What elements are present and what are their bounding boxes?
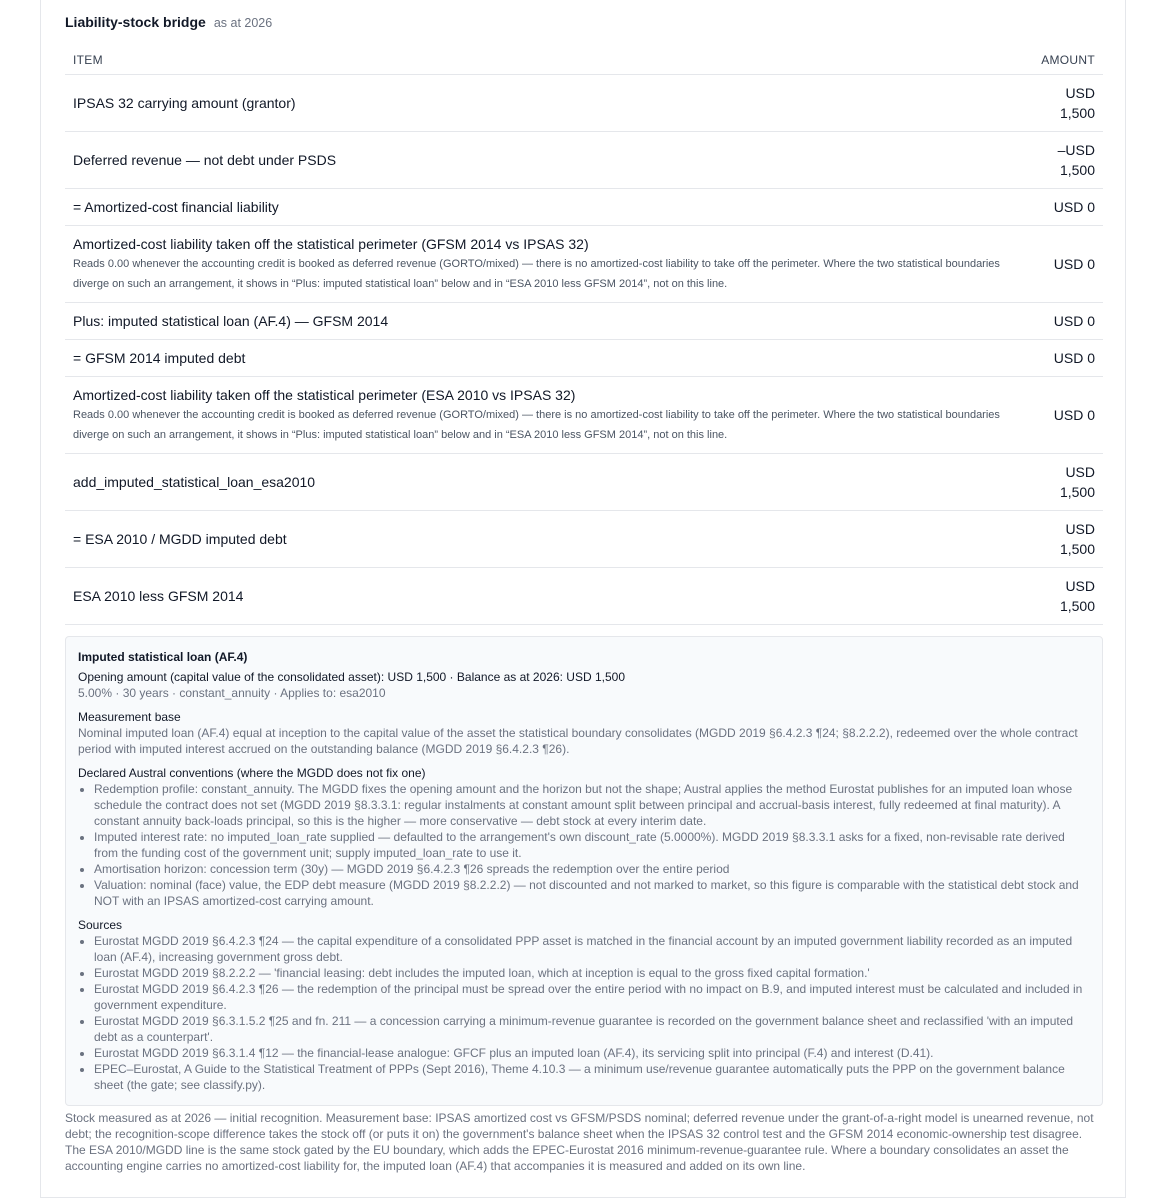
row-amount-value: 1,500 — [1059, 484, 1095, 500]
row-amount: USD 0 — [1053, 313, 1095, 329]
loan-opening-amount: Opening amount (capital value of the consolidated asset): USD 1,500 · Balance as at 2026: USD 1,500 — [78, 670, 625, 684]
liability-bridge-panel — [40, 0, 1126, 1198]
table-row — [65, 568, 1103, 625]
list-item: • Amortisation horizon: concession term (30y) — MGDD 2019 §6.4.2.3 ¶26 spreads the redemption over the entire period — [94, 861, 1090, 877]
row-amount: USD 0 — [1053, 407, 1095, 423]
footer-note: Stock measured as at 2026 — initial recognition. Measurement base: IPSAS amortized cost vs GFSM/PSDS nominal; deferred revenue under the grant-of-a-right model is unearned revenue, not debt; the recognition-scope difference takes the stock off (or puts it on) the government's balance sheet when the IPSAS 32 control test and the GFSM 2014 economic-ownership test disagree. The ESA 2010/MGDD line is the same stock gated by the EU boundary, which adds the EPEC-Eurostat 2016 minimum-revenue-guarantee rule. Where a boundary consolidates an asset the accounting engine carries no amortized-cost liability for, the imputed loan (AF.4) that accompanies it is measured and added on its own line. — [65, 1111, 1094, 1173]
conventions-heading: Declared Austral conventions (where the MGDD does not fix one) — [78, 766, 426, 780]
row-label: = ESA 2010 / MGDD imputed debt — [73, 531, 287, 547]
list-item: • Eurostat MGDD 2019 §6.3.1.5.2 ¶25 and fn. 211 — a concession carrying a minimum-revenue guarantee is recorded on the government balance sheet and reclassified 'with an imputed debt as a counterpart'. — [94, 1013, 1090, 1045]
row-note: Reads 0.00 whenever the accounting credit is booked as deferred revenue (GORTO/mixed) — there is no amortized-cost liability to take off the perimeter. Where the two statistical boundaries diverge on such an arrangement, it shows in “Plus: imputed statistical loan” below and in “ESA 2010 less GFSM 2014”, not on this line. — [73, 258, 1000, 290]
row-amount-value: 1,500 — [1059, 105, 1095, 121]
row-amount: USD 0 — [1053, 350, 1095, 366]
table-row — [65, 340, 1103, 377]
row-amount: USD 0 — [1053, 199, 1095, 215]
table-row — [65, 189, 1103, 226]
loan-card-title: Imputed statistical loan (AF.4) — [78, 650, 248, 664]
table-row — [65, 511, 1103, 568]
imputed-loan-card — [65, 636, 1103, 1106]
row-label: ESA 2010 less GFSM 2014 — [73, 588, 244, 604]
list-item: • EPEC–Eurostat, A Guide to the Statistical Treatment of PPPs (Sept 2016), Theme 4.10.3 — a minimum use/revenue guarantee automatically puts the PPP on the government balance sheet (the gate; see classify.py). — [94, 1061, 1090, 1093]
list-item: • Eurostat MGDD 2019 §6.4.2.3 ¶26 — the redemption of the principal must be spread over the entire period with no impact on B.9, and imputed interest must be calculated and included in government expenditure. — [94, 981, 1090, 1013]
table-row — [65, 132, 1103, 189]
table-row — [65, 377, 1103, 454]
row-label: add_imputed_statistical_loan_esa2010 — [73, 474, 316, 490]
sources-heading: Sources — [78, 918, 123, 932]
table-row — [65, 226, 1103, 303]
row-amount: USD 0 — [1053, 256, 1095, 272]
column-header-item: ITEM — [65, 46, 1011, 75]
sources-list — [78, 933, 1090, 1093]
list-item: • Eurostat MGDD 2019 §6.4.2.3 ¶24 — the capital expenditure of a consolidated PPP asset is matched in the financial account by an imputed government liability recorded as an imputed loan (AF.4), increasing government gross debt. — [94, 933, 1090, 965]
table-row — [65, 303, 1103, 340]
row-amount-currency: USD — [1065, 464, 1095, 480]
row-label: IPSAS 32 carrying amount (grantor) — [73, 95, 296, 111]
table-header-row — [65, 46, 1103, 75]
row-amount-currency: USD — [1065, 85, 1095, 101]
column-header-amount: AMOUNT — [1011, 46, 1103, 75]
row-amount-value: 1,500 — [1059, 541, 1095, 557]
row-label: Amortized-cost liability taken off the statistical perimeter (GFSM 2014 vs IPSAS 32) — [73, 236, 589, 252]
panel-header — [65, 14, 272, 34]
panel-title: Liability-stock bridge — [65, 14, 206, 30]
panel-subtitle: as at 2026 — [213, 16, 273, 30]
row-label: Amortized-cost liability taken off the statistical perimeter (ESA 2010 vs IPSAS 32) — [73, 387, 576, 403]
list-item: • Redemption profile: constant_annuity. The MGDD fixes the opening amount and the horizon but not the shape; Austral applies the method Eurostat publishes for an imputed loan whose schedule the contract does not set (MGDD 2019 §8.3.3.1: regular instalments at constant amount split between principal and accrual-basis interest, fully redeemed at final maturity). A constant annuity back-loads principal, so this is the higher — more conservative — debt stock at every interim date. — [94, 781, 1090, 829]
row-amount-currency: USD — [1065, 521, 1095, 537]
list-item: • Imputed interest rate: no imputed_loan_rate supplied — defaulted to the arrangement's own discount_rate (5.0000%). MGDD 2019 §8.3.3.1 asks for a fixed, non-revisable rate derived from the funding cost of the government unit; supply imputed_loan_rate to use it. — [94, 829, 1090, 861]
row-label: = Amortized-cost financial liability — [73, 199, 279, 215]
list-item: • Eurostat MGDD 2019 §8.2.2.2 — 'financial leasing: debt includes the imputed loan, which at inception is equal to the gross fixed capital formation.' — [94, 965, 1090, 981]
conventions-list — [78, 781, 1090, 909]
row-note: Reads 0.00 whenever the accounting credit is booked as deferred revenue (GORTO/mixed) — there is no amortized-cost liability to take off the perimeter. Where the two statistical boundaries diverge on such an arrangement, it shows in “Plus: imputed statistical loan” below and in “ESA 2010 less GFSM 2014”, not on this line. — [73, 409, 1000, 441]
row-label: Plus: imputed statistical loan (AF.4) — GFSM 2014 — [73, 313, 389, 329]
row-amount-value: 1,500 — [1059, 598, 1095, 614]
table-row — [65, 75, 1103, 132]
loan-meta: 5.00% · 30 years · constant_annuity · Applies to: esa2010 — [78, 686, 386, 700]
list-item: • Valuation: nominal (face) value, the EDP debt measure (MGDD 2019 §8.2.2.2) — not discounted and not marked to market, so this figure is comparable with the statistical debt stock and NOT with an IPSAS amortized-cost carrying amount. — [94, 877, 1090, 909]
bridge-table — [65, 46, 1103, 625]
measurement-heading: Measurement base — [78, 710, 181, 724]
table-row — [65, 454, 1103, 511]
row-amount-currency: USD — [1065, 578, 1095, 594]
row-label: = GFSM 2014 imputed debt — [73, 350, 246, 366]
row-amount-currency: –USD — [1057, 142, 1095, 158]
row-label: Deferred revenue — not debt under PSDS — [73, 152, 337, 168]
list-item: • Eurostat MGDD 2019 §6.3.1.4 ¶12 — the financial-lease analogue: GFCF plus an imputed loan (AF.4), its servicing split into principal (F.4) and interest (D.41). — [94, 1045, 1090, 1061]
row-amount-value: 1,500 — [1059, 162, 1095, 178]
measurement-text: Nominal imputed loan (AF.4) equal at inception to the capital value of the asset the statistical boundary consolidates (MGDD 2019 §6.4.2.3 ¶24; §8.2.2.2), redeemed over the whole contract period with imputed interest accrued on the outstanding balance (MGDD 2019 §6.4.2.3 ¶26). — [78, 726, 1078, 756]
